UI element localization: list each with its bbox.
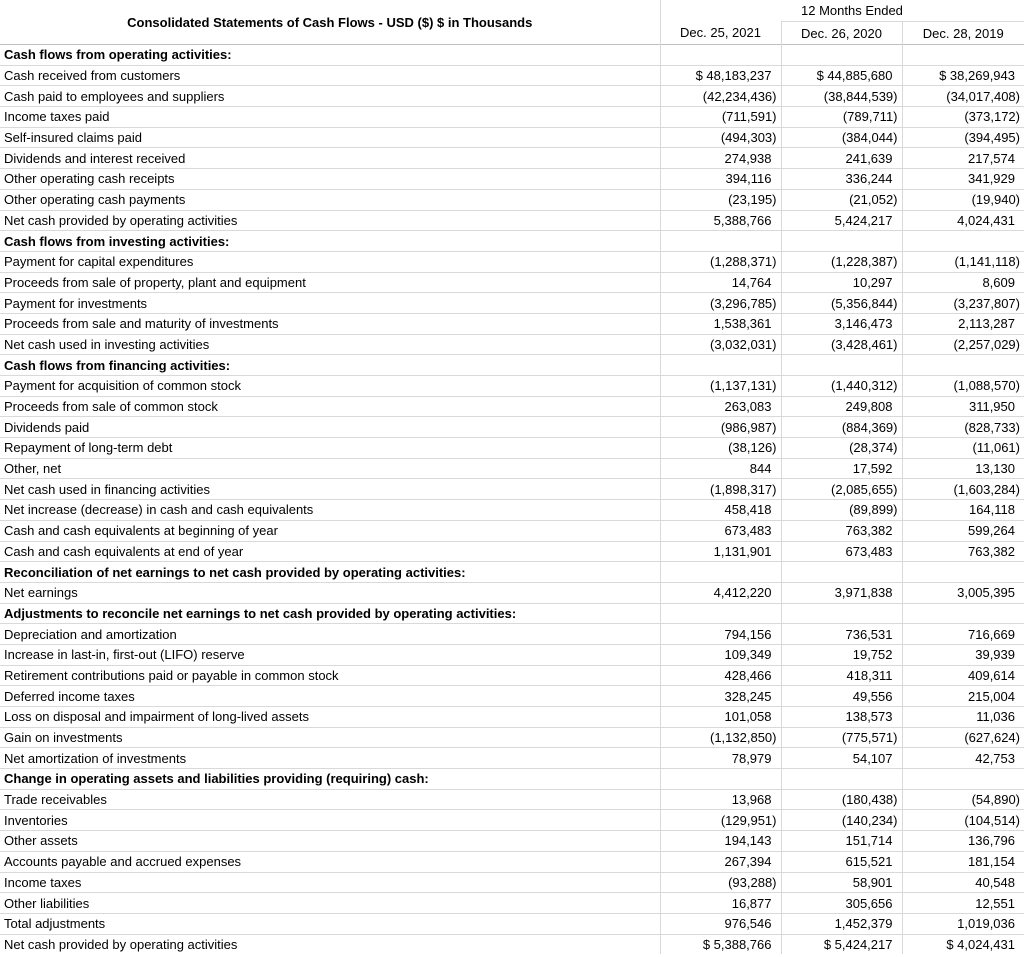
value-2020: 3,971,838: [781, 582, 902, 603]
value-2021: 194,143: [660, 831, 781, 852]
value-2019: 599,264: [902, 520, 1024, 541]
value-2021: (42,234,436): [660, 86, 781, 107]
value-2020: (384,044): [781, 127, 902, 148]
row-label: Self-insured claims paid: [0, 127, 660, 148]
value-2019: (104,514): [902, 810, 1024, 831]
value-2019: 341,929: [902, 169, 1024, 190]
value-2021: [660, 769, 781, 790]
row-label: Net earnings: [0, 582, 660, 603]
value-2020: 17,592: [781, 458, 902, 479]
value-2019: 136,796: [902, 831, 1024, 852]
row-label: Income taxes paid: [0, 107, 660, 128]
value-2020: 763,382: [781, 520, 902, 541]
table-row: [0, 727, 1024, 748]
table-row: [0, 520, 1024, 541]
value-2020: 3,146,473: [781, 313, 902, 334]
value-2020: (5,356,844): [781, 293, 902, 314]
table-row: [0, 293, 1024, 314]
value-2021: 1,131,901: [660, 541, 781, 562]
table-row: [0, 417, 1024, 438]
row-label: Accounts payable and accrued expenses: [0, 851, 660, 872]
value-2019: [902, 603, 1024, 624]
value-2019: (34,017,408): [902, 86, 1024, 107]
value-2021: 16,877: [660, 893, 781, 914]
value-2020: (28,374): [781, 438, 902, 459]
value-2021: [660, 231, 781, 252]
value-2020: [781, 603, 902, 624]
row-label: Cash received from customers: [0, 65, 660, 86]
table-row: [0, 500, 1024, 521]
value-2019: (2,257,029): [902, 334, 1024, 355]
value-2019: 181,154: [902, 851, 1024, 872]
value-2019: 311,950: [902, 396, 1024, 417]
value-2020: [781, 45, 902, 66]
row-label: Net amortization of investments: [0, 748, 660, 769]
value-2020: $ 44,885,680: [781, 65, 902, 86]
row-label: Proceeds from sale of common stock: [0, 396, 660, 417]
value-2021: 267,394: [660, 851, 781, 872]
row-label: Cash and cash equivalents at beginning of year: [0, 520, 660, 541]
table-row: [0, 831, 1024, 852]
section-label: Cash flows from financing activities:: [0, 355, 660, 376]
value-2020: (2,085,655): [781, 479, 902, 500]
row-label: Dividends and interest received: [0, 148, 660, 169]
table-row: [0, 438, 1024, 459]
table-row: [0, 313, 1024, 334]
value-2020: 1,452,379: [781, 913, 902, 934]
value-2019: 4,024,431: [902, 210, 1024, 231]
blank-header-cell: [660, 0, 781, 22]
table-row: [0, 148, 1024, 169]
row-label: Total adjustments: [0, 913, 660, 934]
statement-title: Consolidated Statements of Cash Flows - USD ($) $ in Thousands: [127, 14, 533, 30]
table-row: [0, 65, 1024, 86]
section-header-row: [0, 231, 1024, 252]
value-2021: (494,303): [660, 127, 781, 148]
value-2020: [781, 231, 902, 252]
value-2021: (1,137,131): [660, 376, 781, 397]
value-2021: 673,483: [660, 520, 781, 541]
section-label: Cash flows from operating activities:: [0, 45, 660, 66]
section-label: Cash flows from investing activities:: [0, 231, 660, 252]
value-2021: 1,538,361: [660, 313, 781, 334]
value-2019: 1,019,036: [902, 913, 1024, 934]
value-2020: 151,714: [781, 831, 902, 852]
row-label: Payment for investments: [0, 293, 660, 314]
table-row: [0, 127, 1024, 148]
value-2021: 5,388,766: [660, 210, 781, 231]
row-label: Other operating cash receipts: [0, 169, 660, 190]
value-2020: (3,428,461): [781, 334, 902, 355]
value-2021: 14,764: [660, 272, 781, 293]
value-2021: 274,938: [660, 148, 781, 169]
value-2019: 3,005,395: [902, 582, 1024, 603]
value-2020: 5,424,217: [781, 210, 902, 231]
value-2019: 12,551: [902, 893, 1024, 914]
table-row: [0, 210, 1024, 231]
column-header-2020: Dec. 26, 2020: [781, 22, 902, 45]
table-row: [0, 86, 1024, 107]
value-2021: (1,898,317): [660, 479, 781, 500]
value-2021: 458,418: [660, 500, 781, 521]
row-label: Other operating cash payments: [0, 189, 660, 210]
row-label: Net increase (decrease) in cash and cash equivalents: [0, 500, 660, 521]
value-2021: 428,466: [660, 665, 781, 686]
row-label: Depreciation and amortization: [0, 624, 660, 645]
value-2020: 58,901: [781, 872, 902, 893]
value-2019: $ 38,269,943: [902, 65, 1024, 86]
table-row: [0, 272, 1024, 293]
table-row: [0, 707, 1024, 728]
table-row: [0, 624, 1024, 645]
section-header-row: [0, 45, 1024, 66]
value-2021: (3,296,785): [660, 293, 781, 314]
value-2019: 409,614: [902, 665, 1024, 686]
table-row: [0, 934, 1024, 954]
section-header-row: [0, 355, 1024, 376]
value-2019: [902, 769, 1024, 790]
value-2019: (1,088,570): [902, 376, 1024, 397]
value-2019: 40,548: [902, 872, 1024, 893]
value-2019: (19,940): [902, 189, 1024, 210]
value-2021: 101,058: [660, 707, 781, 728]
row-label: Loss on disposal and impairment of long-lived assets: [0, 707, 660, 728]
value-2021: 328,245: [660, 686, 781, 707]
value-2021: 844: [660, 458, 781, 479]
row-label: Net cash used in investing activities: [0, 334, 660, 355]
value-2019: (373,172): [902, 107, 1024, 128]
value-2021: 263,083: [660, 396, 781, 417]
value-2021: 394,116: [660, 169, 781, 190]
value-2021: (711,591): [660, 107, 781, 128]
table-row: [0, 189, 1024, 210]
value-2019: 164,118: [902, 500, 1024, 521]
row-label: Increase in last-in, first-out (LIFO) reserve: [0, 644, 660, 665]
value-2019: (394,495): [902, 127, 1024, 148]
value-2019: (627,624): [902, 727, 1024, 748]
value-2020: (1,228,387): [781, 251, 902, 272]
value-2019: 716,669: [902, 624, 1024, 645]
row-label: Payment for acquisition of common stock: [0, 376, 660, 397]
value-2019: (1,603,284): [902, 479, 1024, 500]
value-2019: 215,004: [902, 686, 1024, 707]
value-2020: 138,573: [781, 707, 902, 728]
value-2020: 673,483: [781, 541, 902, 562]
value-2020: 10,297: [781, 272, 902, 293]
row-label: Trade receivables: [0, 789, 660, 810]
section-header-row: [0, 603, 1024, 624]
table-row: [0, 396, 1024, 417]
table-row: [0, 748, 1024, 769]
value-2021: (1,288,371): [660, 251, 781, 272]
value-2019: (3,237,807): [902, 293, 1024, 314]
value-2020: 305,656: [781, 893, 902, 914]
value-2020: (89,899): [781, 500, 902, 521]
row-label: Cash and cash equivalents at end of year: [0, 541, 660, 562]
value-2020: (140,234): [781, 810, 902, 831]
row-label: Retirement contributions paid or payable in common stock: [0, 665, 660, 686]
row-label: Net cash used in financing activities: [0, 479, 660, 500]
value-2021: 4,412,220: [660, 582, 781, 603]
section-label: Change in operating assets and liabilities providing (requiring) cash:: [0, 769, 660, 790]
row-label: Income taxes: [0, 872, 660, 893]
value-2020: 54,107: [781, 748, 902, 769]
value-2021: (986,987): [660, 417, 781, 438]
table-row: [0, 582, 1024, 603]
row-label: Repayment of long-term debt: [0, 438, 660, 459]
value-2021: [660, 355, 781, 376]
value-2020: [781, 769, 902, 790]
value-2021: (23,195): [660, 189, 781, 210]
table-row: [0, 169, 1024, 190]
row-label: Deferred income taxes: [0, 686, 660, 707]
value-2019: 11,036: [902, 707, 1024, 728]
value-2021: (93,288): [660, 872, 781, 893]
value-2021: 976,546: [660, 913, 781, 934]
value-2021: (1,132,850): [660, 727, 781, 748]
table-row: [0, 541, 1024, 562]
value-2020: (884,369): [781, 417, 902, 438]
value-2019: $ 4,024,431: [902, 934, 1024, 954]
value-2020: (38,844,539): [781, 86, 902, 107]
value-2020: [781, 562, 902, 583]
table-row: [0, 851, 1024, 872]
table-row: [0, 665, 1024, 686]
value-2020: (180,438): [781, 789, 902, 810]
value-2019: 217,574: [902, 148, 1024, 169]
value-2020: 418,311: [781, 665, 902, 686]
value-2020: (775,571): [781, 727, 902, 748]
value-2021: [660, 562, 781, 583]
row-label: Dividends paid: [0, 417, 660, 438]
value-2021: $ 5,388,766: [660, 934, 781, 954]
value-2019: 42,753: [902, 748, 1024, 769]
value-2019: (11,061): [902, 438, 1024, 459]
section-label: Reconciliation of net earnings to net cash provided by operating activities:: [0, 562, 660, 583]
value-2021: $ 48,183,237: [660, 65, 781, 86]
table-row: [0, 251, 1024, 272]
value-2021: 109,349: [660, 644, 781, 665]
value-2019: 13,130: [902, 458, 1024, 479]
value-2020: 249,808: [781, 396, 902, 417]
value-2019: (828,733): [902, 417, 1024, 438]
period-header: 12 Months Ended: [801, 3, 903, 18]
value-2019: [902, 231, 1024, 252]
value-2021: 13,968: [660, 789, 781, 810]
row-label: Net cash provided by operating activities: [0, 210, 660, 231]
value-2020: 49,556: [781, 686, 902, 707]
table-row: [0, 789, 1024, 810]
row-label: Proceeds from sale and maturity of investments: [0, 313, 660, 334]
row-label: Other liabilities: [0, 893, 660, 914]
value-2019: 39,939: [902, 644, 1024, 665]
value-2020: (789,711): [781, 107, 902, 128]
value-2020: 615,521: [781, 851, 902, 872]
value-2020: 736,531: [781, 624, 902, 645]
value-2021: (38,126): [660, 438, 781, 459]
row-label: Other, net: [0, 458, 660, 479]
table-row: [0, 458, 1024, 479]
table-row: [0, 872, 1024, 893]
value-2019: (54,890): [902, 789, 1024, 810]
table-row: [0, 893, 1024, 914]
table-row: [0, 644, 1024, 665]
value-2019: 2,113,287: [902, 313, 1024, 334]
table-row: [0, 107, 1024, 128]
value-2020: 19,752: [781, 644, 902, 665]
row-label: Proceeds from sale of property, plant and equipment: [0, 272, 660, 293]
value-2019: [902, 45, 1024, 66]
row-label: Other assets: [0, 831, 660, 852]
value-2021: [660, 45, 781, 66]
value-2019: 8,609: [902, 272, 1024, 293]
value-2020: 241,639: [781, 148, 902, 169]
value-2020: $ 5,424,217: [781, 934, 902, 954]
section-header-row: [0, 769, 1024, 790]
value-2021: (3,032,031): [660, 334, 781, 355]
value-2019: (1,141,118): [902, 251, 1024, 272]
section-header-row: [0, 562, 1024, 583]
table-row: [0, 479, 1024, 500]
row-label: Payment for capital expenditures: [0, 251, 660, 272]
column-header-2019: Dec. 28, 2019: [902, 22, 1024, 45]
table-row: [0, 810, 1024, 831]
table-row: [0, 913, 1024, 934]
value-2021: [660, 603, 781, 624]
row-label: Net cash provided by operating activities: [0, 934, 660, 954]
table-row: [0, 686, 1024, 707]
row-label: Inventories: [0, 810, 660, 831]
header-row-period: [0, 0, 1024, 22]
table-body: [0, 45, 1024, 955]
value-2019: [902, 355, 1024, 376]
value-2020: [781, 355, 902, 376]
section-label: Adjustments to reconcile net earnings to net cash provided by operating activities:: [0, 603, 660, 624]
column-header-2021: Dec. 25, 2021: [660, 22, 781, 45]
value-2019: 763,382: [902, 541, 1024, 562]
row-label: Cash paid to employees and suppliers: [0, 86, 660, 107]
table-row: [0, 376, 1024, 397]
value-2020: 336,244: [781, 169, 902, 190]
value-2021: 78,979: [660, 748, 781, 769]
value-2019: [902, 562, 1024, 583]
value-2020: (1,440,312): [781, 376, 902, 397]
value-2021: 794,156: [660, 624, 781, 645]
value-2021: (129,951): [660, 810, 781, 831]
value-2020: (21,052): [781, 189, 902, 210]
row-label: Gain on investments: [0, 727, 660, 748]
table-row: [0, 334, 1024, 355]
